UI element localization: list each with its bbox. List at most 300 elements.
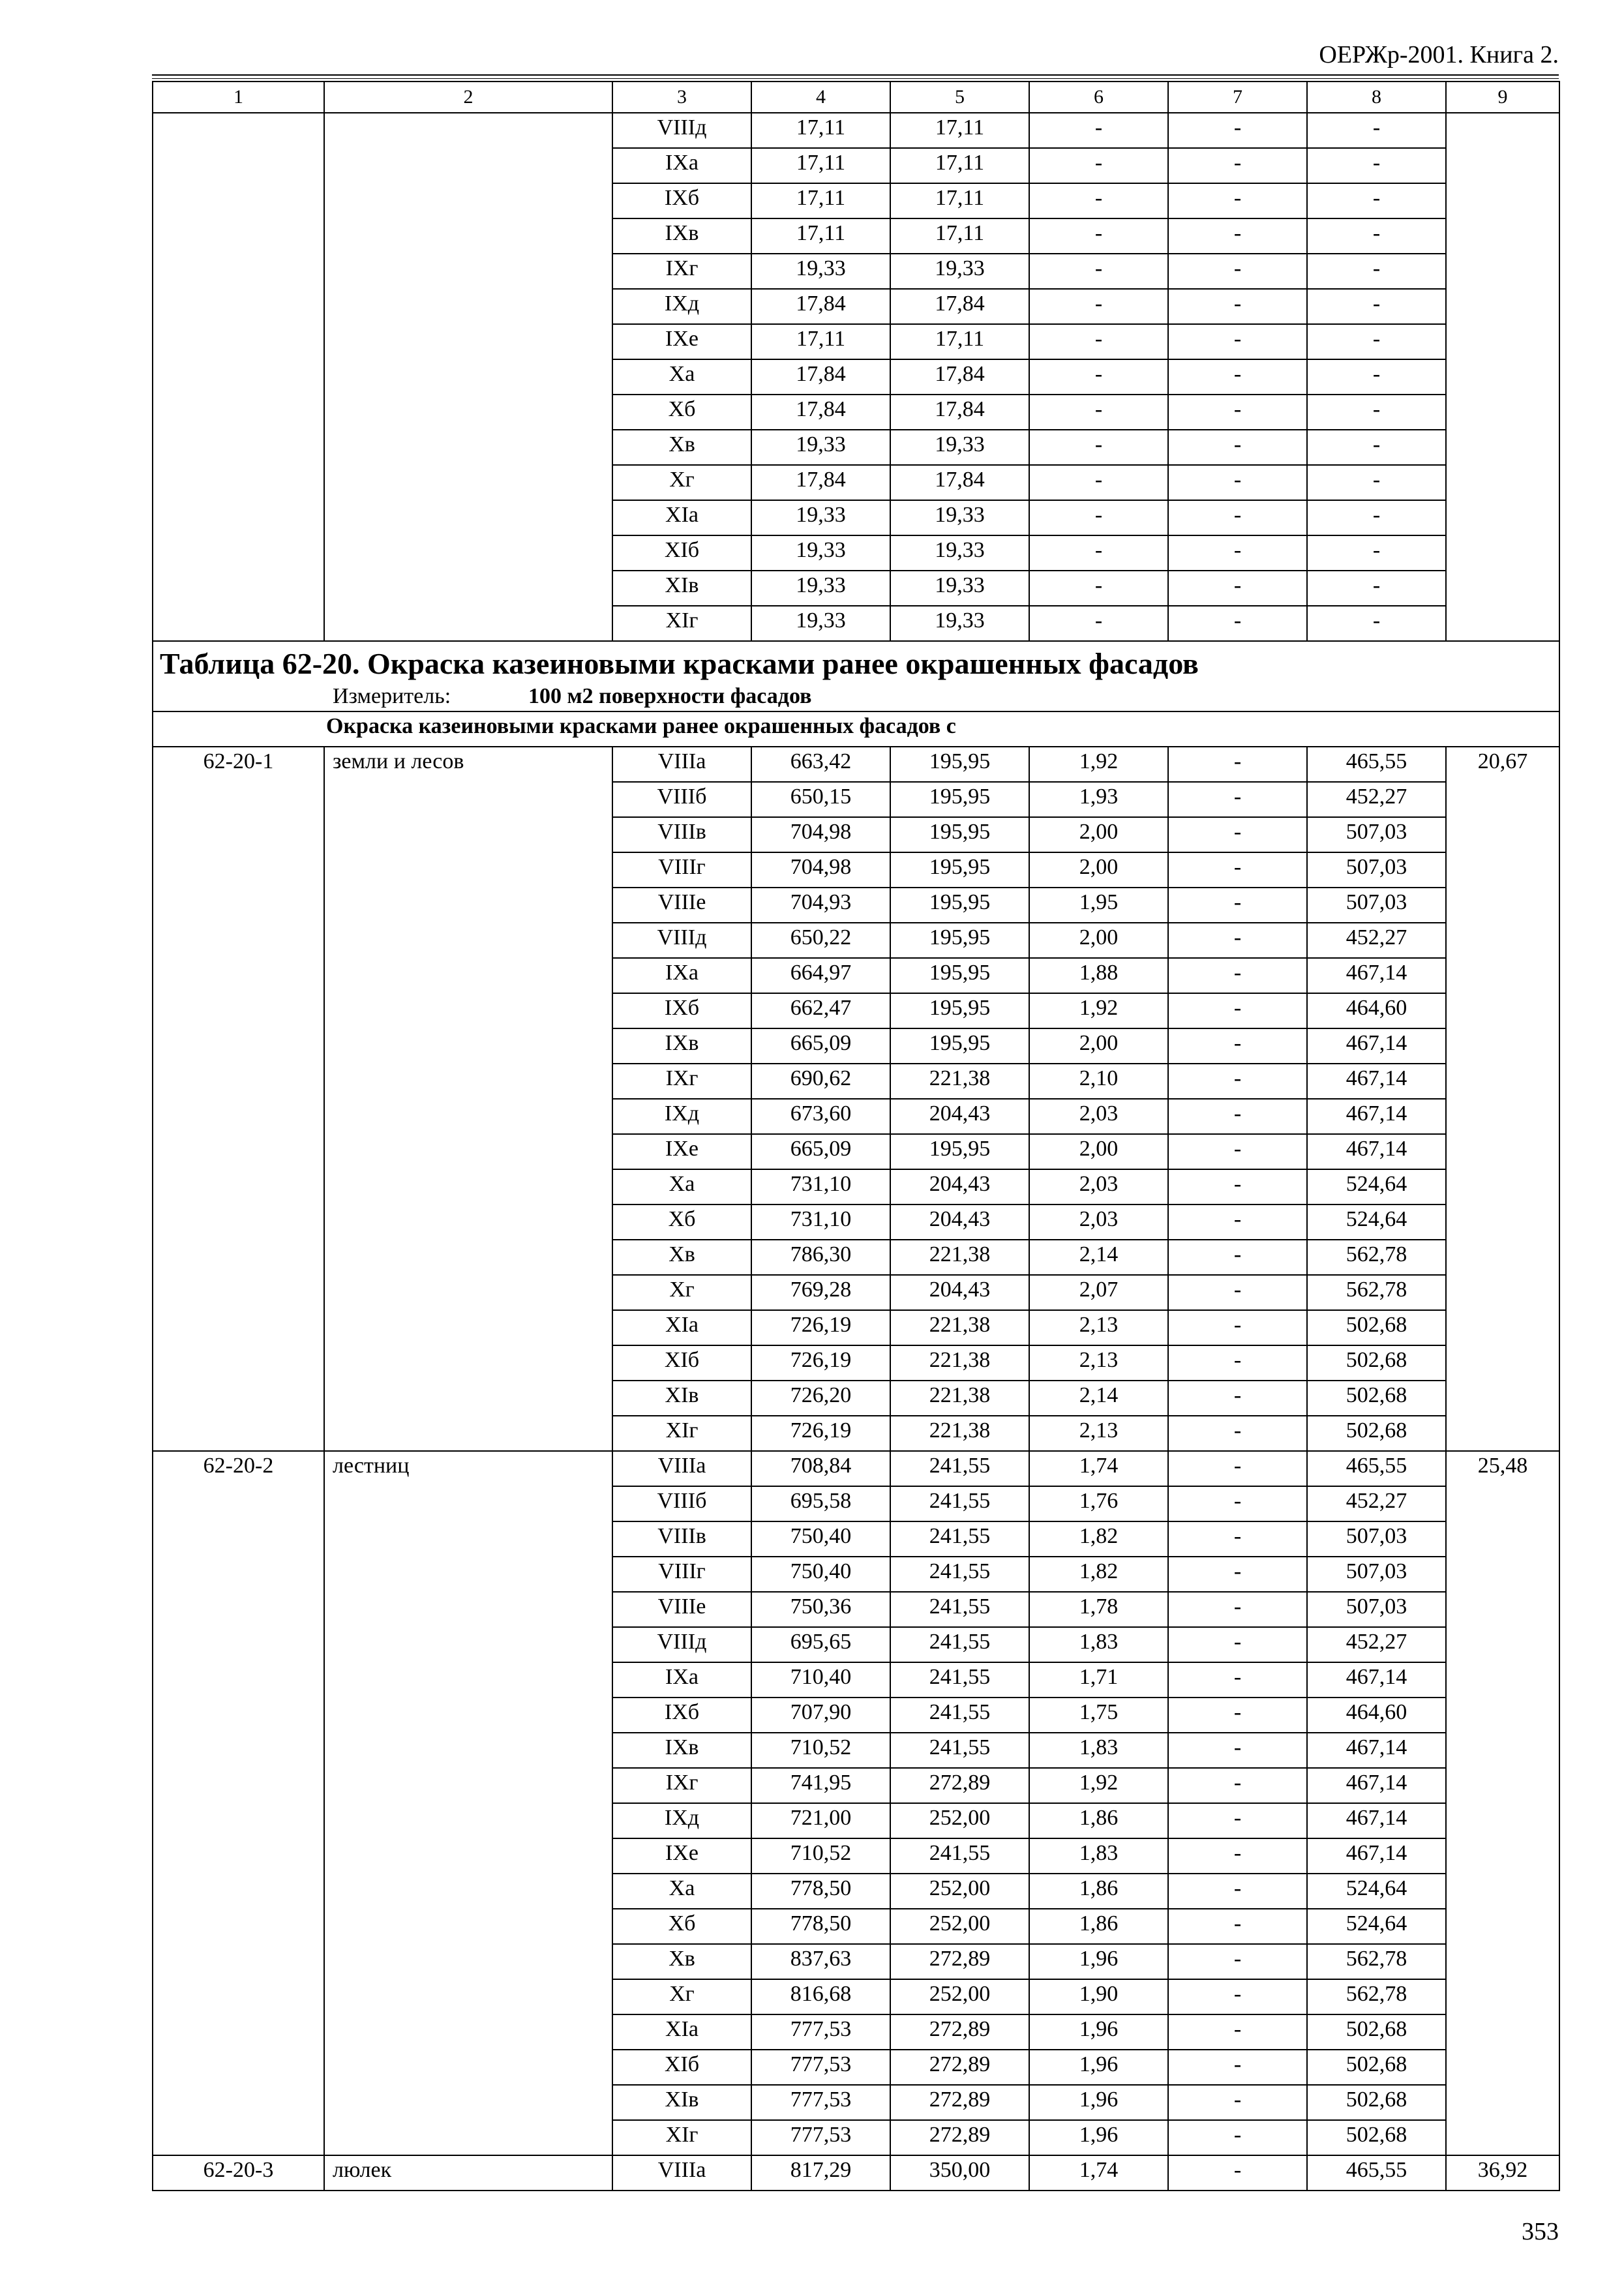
table-cell: - bbox=[1168, 782, 1307, 817]
table-cell: 2,13 bbox=[1029, 1416, 1168, 1451]
table-cell: 1,96 bbox=[1029, 1944, 1168, 1979]
table-cell: XIа bbox=[612, 1310, 751, 1345]
unit-value: 100 м2 поверхности фасадов bbox=[528, 684, 812, 708]
table-cell: - bbox=[1168, 1874, 1307, 1909]
table-cell: 2,14 bbox=[1029, 1240, 1168, 1275]
table-cell: - bbox=[1029, 571, 1168, 606]
table-cell: - bbox=[1029, 324, 1168, 359]
table-cell: - bbox=[1029, 218, 1168, 254]
table-cell: 650,22 bbox=[751, 923, 890, 958]
table-cell: 467,14 bbox=[1307, 1064, 1446, 1099]
table-cell: 19,33 bbox=[751, 430, 890, 465]
table-cell: Xб bbox=[612, 1909, 751, 1944]
table-cell: 507,03 bbox=[1307, 1557, 1446, 1592]
table-cell: 17,84 bbox=[890, 395, 1029, 430]
table-cell: 17,84 bbox=[890, 289, 1029, 324]
table-cell: - bbox=[1029, 500, 1168, 535]
table-cell: Xг bbox=[612, 465, 751, 500]
table-cell: - bbox=[1307, 606, 1446, 641]
table-cell: 726,20 bbox=[751, 1381, 890, 1416]
table-cell: - bbox=[1307, 113, 1446, 148]
table-cell: 241,55 bbox=[890, 1486, 1029, 1521]
table-cell: 17,11 bbox=[751, 183, 890, 218]
name-cell bbox=[324, 113, 612, 641]
table-cell: - bbox=[1168, 2120, 1307, 2155]
table-cell: 221,38 bbox=[890, 1310, 1029, 1345]
table-cell: - bbox=[1307, 289, 1446, 324]
table-cell: 1,96 bbox=[1029, 2120, 1168, 2155]
table-cell: 1,92 bbox=[1029, 993, 1168, 1028]
table-cell: - bbox=[1168, 395, 1307, 430]
table-cell: 507,03 bbox=[1307, 817, 1446, 852]
table-cell: 252,00 bbox=[890, 1909, 1029, 1944]
table-cell: 502,68 bbox=[1307, 2085, 1446, 2120]
table-cell: 562,78 bbox=[1307, 1944, 1446, 1979]
table-cell: - bbox=[1168, 2155, 1307, 2191]
table-cell: 17,11 bbox=[751, 113, 890, 148]
table-cell: 195,95 bbox=[890, 888, 1029, 923]
table-cell: 750,40 bbox=[751, 1557, 890, 1592]
table-cell: 272,89 bbox=[890, 2014, 1029, 2050]
table-cell: 502,68 bbox=[1307, 2050, 1446, 2085]
table-cell: 1,86 bbox=[1029, 1874, 1168, 1909]
table-cell: 2,07 bbox=[1029, 1275, 1168, 1310]
table-cell: 350,00 bbox=[890, 2155, 1029, 2191]
table-cell: - bbox=[1307, 395, 1446, 430]
table-cell: - bbox=[1168, 1944, 1307, 1979]
unit-label: Измеритель: bbox=[333, 684, 451, 708]
table-cell: 695,58 bbox=[751, 1486, 890, 1521]
table-cell: IXд bbox=[612, 1099, 751, 1134]
table-cell: 195,95 bbox=[890, 958, 1029, 993]
table-cell: IXв bbox=[612, 218, 751, 254]
unit-line bbox=[160, 682, 1552, 711]
table-cell: - bbox=[1168, 888, 1307, 923]
column-number-row bbox=[153, 82, 1559, 113]
table-cell: 1,96 bbox=[1029, 2085, 1168, 2120]
table-cell: 777,53 bbox=[751, 2085, 890, 2120]
table-cell: - bbox=[1029, 148, 1168, 183]
running-title: ОЕРЖр-2001. Книга 2. bbox=[1319, 41, 1559, 68]
table-caption bbox=[153, 641, 1559, 711]
table-cell: 562,78 bbox=[1307, 1275, 1446, 1310]
table-cell: - bbox=[1168, 2014, 1307, 2050]
table-cell: 272,89 bbox=[890, 2085, 1029, 2120]
table-cell: 272,89 bbox=[890, 2050, 1029, 2085]
table-cell: IXе bbox=[612, 324, 751, 359]
table-row bbox=[153, 747, 1559, 782]
table-cell: XIв bbox=[612, 571, 751, 606]
table-cell: - bbox=[1029, 183, 1168, 218]
table-cell: 204,43 bbox=[890, 1169, 1029, 1204]
table-cell: IXе bbox=[612, 1838, 751, 1874]
table-cell: - bbox=[1168, 817, 1307, 852]
table-cell: VIIIб bbox=[612, 1486, 751, 1521]
table-cell: IXб bbox=[612, 1698, 751, 1733]
table-row bbox=[153, 2155, 1559, 2191]
table-cell: 690,62 bbox=[751, 1064, 890, 1099]
table-cell: 452,27 bbox=[1307, 1627, 1446, 1662]
page-number: 353 bbox=[1522, 2218, 1559, 2245]
table-cell: 2,14 bbox=[1029, 1381, 1168, 1416]
table-cell: 731,10 bbox=[751, 1204, 890, 1240]
table-cell: 662,47 bbox=[751, 993, 890, 1028]
table-cell: - bbox=[1307, 465, 1446, 500]
table-cell: 465,55 bbox=[1307, 1451, 1446, 1486]
table-cell: IXб bbox=[612, 183, 751, 218]
table-cell: Xв bbox=[612, 1240, 751, 1275]
table-cell: 1,74 bbox=[1029, 2155, 1168, 2191]
table-cell: - bbox=[1168, 747, 1307, 782]
table-cell: - bbox=[1168, 1416, 1307, 1451]
table-cell: Xб bbox=[612, 1204, 751, 1240]
table-cell: 1,96 bbox=[1029, 2014, 1168, 2050]
table-cell: 19,33 bbox=[890, 606, 1029, 641]
item-code: 62-20-2 bbox=[153, 1451, 324, 2155]
table-cell: 241,55 bbox=[890, 1838, 1029, 1874]
table-cell: 195,95 bbox=[890, 923, 1029, 958]
table-cell: 524,64 bbox=[1307, 1204, 1446, 1240]
table-cell: 650,15 bbox=[751, 782, 890, 817]
table-cell: VIIIв bbox=[612, 1521, 751, 1557]
table-cell: - bbox=[1168, 923, 1307, 958]
table-cell: - bbox=[1168, 1381, 1307, 1416]
table-cell: - bbox=[1168, 1064, 1307, 1099]
table-cell: 562,78 bbox=[1307, 1979, 1446, 2014]
table-cell: XIв bbox=[612, 1381, 751, 1416]
table-cell: - bbox=[1168, 958, 1307, 993]
table-cell: 17,11 bbox=[751, 324, 890, 359]
table-cell: 19,33 bbox=[890, 571, 1029, 606]
table-cell: XIб bbox=[612, 2050, 751, 2085]
table-cell: - bbox=[1168, 1521, 1307, 1557]
table-cell: 195,95 bbox=[890, 1134, 1029, 1169]
table-cell: 467,14 bbox=[1307, 958, 1446, 993]
table-cell: - bbox=[1168, 993, 1307, 1028]
table-cell: VIIIд bbox=[612, 113, 751, 148]
table-cell: 2,03 bbox=[1029, 1099, 1168, 1134]
table-cell: - bbox=[1168, 289, 1307, 324]
table-cell: VIIIг bbox=[612, 852, 751, 888]
table-cell: - bbox=[1168, 1909, 1307, 1944]
table-cell: - bbox=[1307, 254, 1446, 289]
table-cell: 221,38 bbox=[890, 1064, 1029, 1099]
table-cell: 778,50 bbox=[751, 1909, 890, 1944]
table-cell: 252,00 bbox=[890, 1803, 1029, 1838]
table-cell: 464,60 bbox=[1307, 1698, 1446, 1733]
table-cell: 452,27 bbox=[1307, 923, 1446, 958]
table-cell: - bbox=[1168, 465, 1307, 500]
table-cell: IXв bbox=[612, 1733, 751, 1768]
subheading: Окраска казеиновыми красками ранее окрашенных фасадов с bbox=[153, 711, 1559, 747]
table-cell: - bbox=[1029, 254, 1168, 289]
table-cell: 252,00 bbox=[890, 1979, 1029, 2014]
table-cell: 1,74 bbox=[1029, 1451, 1168, 1486]
table-cell: IXа bbox=[612, 1662, 751, 1698]
table-cell: 221,38 bbox=[890, 1240, 1029, 1275]
table-cell: 467,14 bbox=[1307, 1838, 1446, 1874]
table-cell: - bbox=[1168, 1310, 1307, 1345]
table-cell: 2,03 bbox=[1029, 1169, 1168, 1204]
table-cell: 777,53 bbox=[751, 2014, 890, 2050]
table-cell: Xа bbox=[612, 359, 751, 395]
table-cell: 837,63 bbox=[751, 1944, 890, 1979]
table-cell: IXд bbox=[612, 1803, 751, 1838]
table-cell: 2,00 bbox=[1029, 1028, 1168, 1064]
table-cell: 2,13 bbox=[1029, 1310, 1168, 1345]
table-cell: 507,03 bbox=[1307, 1592, 1446, 1627]
table-cell: VIIIд bbox=[612, 923, 751, 958]
table-cell: 467,14 bbox=[1307, 1099, 1446, 1134]
table-cell: 2,13 bbox=[1029, 1345, 1168, 1381]
table-cell: Xа bbox=[612, 1874, 751, 1909]
table-cell: 502,68 bbox=[1307, 1310, 1446, 1345]
item-code: 62-20-3 bbox=[153, 2155, 324, 2191]
table-cell: - bbox=[1168, 1099, 1307, 1134]
table-cell: 2,00 bbox=[1029, 817, 1168, 852]
table-cell: 665,09 bbox=[751, 1134, 890, 1169]
table-cell: IXб bbox=[612, 993, 751, 1028]
item-col9: 20,67 bbox=[1446, 747, 1559, 1451]
table-cell: 467,14 bbox=[1307, 1733, 1446, 1768]
table-cell: 221,38 bbox=[890, 1345, 1029, 1381]
table-cell: Xб bbox=[612, 395, 751, 430]
table-cell: - bbox=[1168, 571, 1307, 606]
table-cell: 195,95 bbox=[890, 993, 1029, 1028]
table-cell: 1,83 bbox=[1029, 1838, 1168, 1874]
table-cell: VIIIе bbox=[612, 888, 751, 923]
table-cell: - bbox=[1168, 852, 1307, 888]
table-cell: - bbox=[1168, 1979, 1307, 2014]
table-cell: - bbox=[1168, 1275, 1307, 1310]
table-cell: 465,55 bbox=[1307, 2155, 1446, 2191]
table-cell: 19,33 bbox=[751, 571, 890, 606]
table-cell: 204,43 bbox=[890, 1099, 1029, 1134]
table-cell: 17,84 bbox=[751, 395, 890, 430]
table-cell: - bbox=[1168, 1838, 1307, 1874]
table-cell: - bbox=[1168, 359, 1307, 395]
code-cell bbox=[153, 113, 324, 641]
table-cell: IXг bbox=[612, 1064, 751, 1099]
table-cell: 502,68 bbox=[1307, 1381, 1446, 1416]
table-cell: 17,11 bbox=[890, 113, 1029, 148]
table-cell: 241,55 bbox=[890, 1557, 1029, 1592]
table-cell: 769,28 bbox=[751, 1275, 890, 1310]
table-cell: 1,92 bbox=[1029, 1768, 1168, 1803]
table-cell: - bbox=[1029, 395, 1168, 430]
table-cell: - bbox=[1168, 535, 1307, 571]
table-cell: 272,89 bbox=[890, 1944, 1029, 1979]
table-cell: 502,68 bbox=[1307, 1416, 1446, 1451]
column-number: 5 bbox=[890, 82, 1029, 113]
table-cell: 17,84 bbox=[751, 359, 890, 395]
price-table bbox=[152, 81, 1560, 2191]
table-cell: 452,27 bbox=[1307, 1486, 1446, 1521]
table-cell: 19,33 bbox=[890, 430, 1029, 465]
table-cell: 467,14 bbox=[1307, 1662, 1446, 1698]
table-cell: 272,89 bbox=[890, 1768, 1029, 1803]
table-cell: 241,55 bbox=[890, 1451, 1029, 1486]
table-cell: 726,19 bbox=[751, 1416, 890, 1451]
table-cell: IXд bbox=[612, 289, 751, 324]
table-cell: 502,68 bbox=[1307, 1345, 1446, 1381]
table-cell: - bbox=[1029, 606, 1168, 641]
table-cell: 272,89 bbox=[890, 2120, 1029, 2155]
table-cell: - bbox=[1307, 218, 1446, 254]
table-cell: 524,64 bbox=[1307, 1874, 1446, 1909]
table-cell: - bbox=[1029, 535, 1168, 571]
table-cell: 664,97 bbox=[751, 958, 890, 993]
table-cell: 467,14 bbox=[1307, 1803, 1446, 1838]
table-cell: 502,68 bbox=[1307, 2014, 1446, 2050]
table-cell: Xг bbox=[612, 1275, 751, 1310]
table-cell: 2,00 bbox=[1029, 923, 1168, 958]
table-cell: 777,53 bbox=[751, 2120, 890, 2155]
table-cell: 467,14 bbox=[1307, 1134, 1446, 1169]
table-cell: - bbox=[1168, 1662, 1307, 1698]
table-cell: - bbox=[1168, 1733, 1307, 1768]
table-cell: - bbox=[1307, 535, 1446, 571]
table-cell: 741,95 bbox=[751, 1768, 890, 1803]
table-cell: IXг bbox=[612, 1768, 751, 1803]
table-cell: 17,11 bbox=[890, 324, 1029, 359]
table-cell: 1,78 bbox=[1029, 1592, 1168, 1627]
column-number: 9 bbox=[1446, 82, 1559, 113]
table-cell: 726,19 bbox=[751, 1310, 890, 1345]
table-row bbox=[153, 113, 1559, 148]
table-cell: 1,93 bbox=[1029, 782, 1168, 817]
table-cell: 502,68 bbox=[1307, 2120, 1446, 2155]
table-cell: - bbox=[1307, 571, 1446, 606]
table-cell: - bbox=[1029, 465, 1168, 500]
table-cell: VIIIа bbox=[612, 747, 751, 782]
header-rule-thin bbox=[152, 78, 1559, 79]
table-cell: XIг bbox=[612, 2120, 751, 2155]
table-cell: 1,86 bbox=[1029, 1803, 1168, 1838]
table-cell: - bbox=[1168, 1698, 1307, 1733]
table-cell: - bbox=[1029, 289, 1168, 324]
table-cell: - bbox=[1168, 1028, 1307, 1064]
table-cell: 710,52 bbox=[751, 1733, 890, 1768]
table-cell: 673,60 bbox=[751, 1099, 890, 1134]
table-cell: 663,42 bbox=[751, 747, 890, 782]
table-cell: 1,82 bbox=[1029, 1521, 1168, 1557]
table-cell: 195,95 bbox=[890, 852, 1029, 888]
table-cell: 1,82 bbox=[1029, 1557, 1168, 1592]
table-cell: 778,50 bbox=[751, 1874, 890, 1909]
table-caption-row bbox=[153, 641, 1559, 711]
table-cell: 704,98 bbox=[751, 852, 890, 888]
table-cell: 17,11 bbox=[890, 148, 1029, 183]
item-code: 62-20-1 bbox=[153, 747, 324, 1451]
table-cell: 467,14 bbox=[1307, 1028, 1446, 1064]
table-cell: 507,03 bbox=[1307, 852, 1446, 888]
table-cell: 241,55 bbox=[890, 1627, 1029, 1662]
table-cell: 524,64 bbox=[1307, 1169, 1446, 1204]
table-cell: 17,84 bbox=[890, 465, 1029, 500]
table-cell: XIг bbox=[612, 1416, 751, 1451]
table-cell: IXг bbox=[612, 254, 751, 289]
table-cell: - bbox=[1168, 218, 1307, 254]
table-cell: 708,84 bbox=[751, 1451, 890, 1486]
table-cell: VIIIе bbox=[612, 1592, 751, 1627]
table-cell: VIIIд bbox=[612, 1627, 751, 1662]
table-cell: 507,03 bbox=[1307, 888, 1446, 923]
table-cell: 1,76 bbox=[1029, 1486, 1168, 1521]
table-cell: 817,29 bbox=[751, 2155, 890, 2191]
table-cell: 777,53 bbox=[751, 2050, 890, 2085]
table-cell: XIа bbox=[612, 2014, 751, 2050]
table-cell: - bbox=[1168, 500, 1307, 535]
table-cell: 19,33 bbox=[751, 535, 890, 571]
table-cell: 19,33 bbox=[890, 535, 1029, 571]
table-cell: 1,83 bbox=[1029, 1733, 1168, 1768]
table-cell: 562,78 bbox=[1307, 1240, 1446, 1275]
table-cell: 17,84 bbox=[890, 359, 1029, 395]
table-cell: 750,40 bbox=[751, 1521, 890, 1557]
column-number: 3 bbox=[612, 82, 751, 113]
table-cell: - bbox=[1029, 430, 1168, 465]
column-number: 6 bbox=[1029, 82, 1168, 113]
table-cell: 17,84 bbox=[751, 465, 890, 500]
table-cell: 1,75 bbox=[1029, 1698, 1168, 1733]
table-cell: 464,60 bbox=[1307, 993, 1446, 1028]
table-cell: XIб bbox=[612, 1345, 751, 1381]
col9-cell bbox=[1446, 113, 1559, 641]
table-cell: IXе bbox=[612, 1134, 751, 1169]
table-cell: 2,03 bbox=[1029, 1204, 1168, 1240]
table-cell: 221,38 bbox=[890, 1381, 1029, 1416]
item-name: люлек bbox=[324, 2155, 612, 2191]
table-cell: 665,09 bbox=[751, 1028, 890, 1064]
table-cell: Xв bbox=[612, 430, 751, 465]
table-row bbox=[153, 1451, 1559, 1486]
column-number: 4 bbox=[751, 82, 890, 113]
table-cell: VIIIа bbox=[612, 1451, 751, 1486]
table-cell: - bbox=[1307, 183, 1446, 218]
table-cell: 1,86 bbox=[1029, 1909, 1168, 1944]
table-cell: - bbox=[1168, 2050, 1307, 2085]
table-cell: 19,33 bbox=[890, 500, 1029, 535]
table-cell: 19,33 bbox=[751, 500, 890, 535]
header-rule bbox=[152, 74, 1559, 76]
table-cell: 241,55 bbox=[890, 1521, 1029, 1557]
table-cell: 731,10 bbox=[751, 1169, 890, 1204]
table-cell: - bbox=[1168, 183, 1307, 218]
table-cell: 750,36 bbox=[751, 1592, 890, 1627]
table-cell: 721,00 bbox=[751, 1803, 890, 1838]
table-cell: 17,11 bbox=[890, 218, 1029, 254]
table-cell: 221,38 bbox=[890, 1416, 1029, 1451]
table-cell: - bbox=[1168, 1451, 1307, 1486]
table-cell: 726,19 bbox=[751, 1345, 890, 1381]
table-cell: - bbox=[1168, 606, 1307, 641]
table-cell: - bbox=[1168, 1557, 1307, 1592]
table-cell: 19,33 bbox=[751, 254, 890, 289]
column-number: 8 bbox=[1307, 82, 1446, 113]
table-cell: 816,68 bbox=[751, 1979, 890, 2014]
table-cell: - bbox=[1168, 324, 1307, 359]
table-cell: - bbox=[1168, 430, 1307, 465]
table-cell: 704,93 bbox=[751, 888, 890, 923]
table-cell: - bbox=[1168, 1592, 1307, 1627]
table-cell: - bbox=[1307, 359, 1446, 395]
table-cell: 204,43 bbox=[890, 1204, 1029, 1240]
table-cell: 195,95 bbox=[890, 782, 1029, 817]
table-cell: IXа bbox=[612, 958, 751, 993]
table-cell: Xа bbox=[612, 1169, 751, 1204]
table-cell: Xг bbox=[612, 1979, 751, 2014]
